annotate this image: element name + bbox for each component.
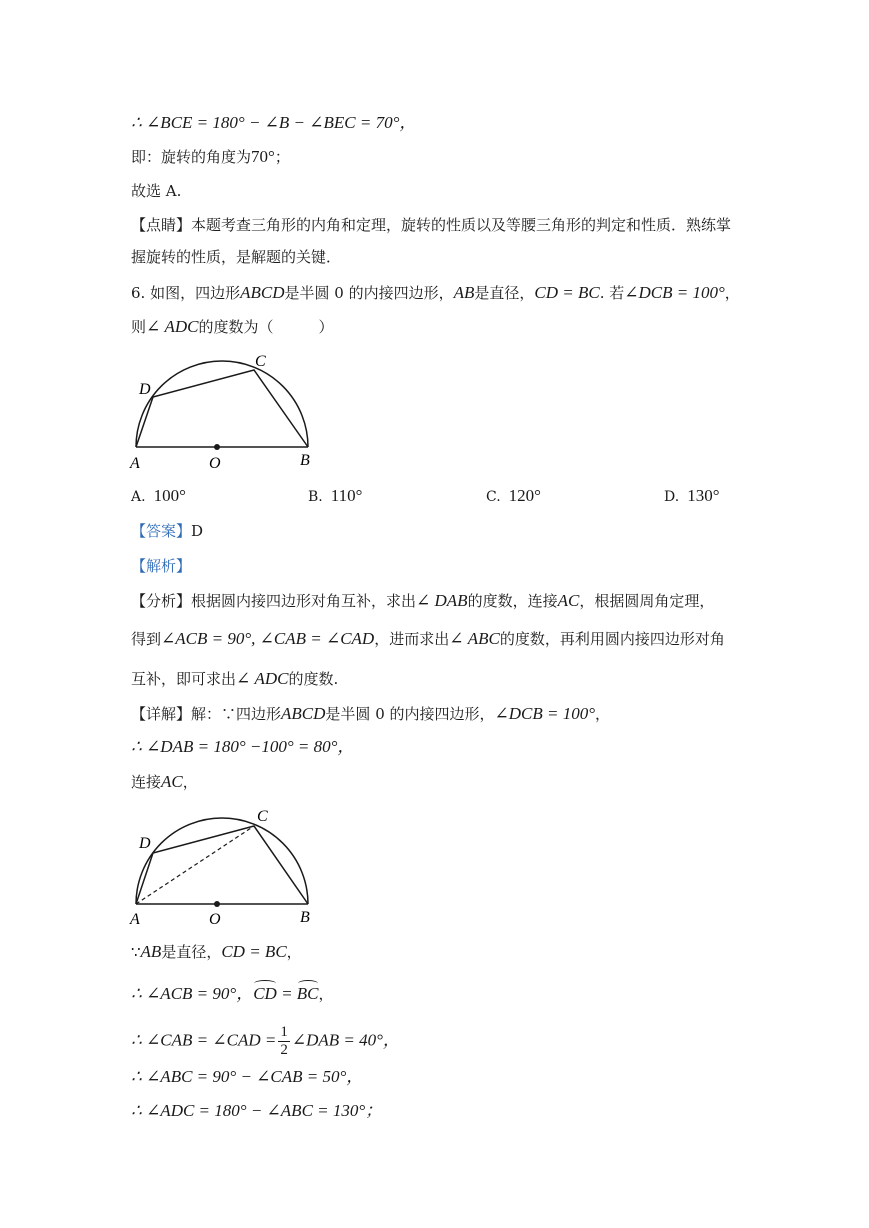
arc-cd: CD [253,984,277,1003]
text-choose-a: 故选 A. [131,182,182,200]
question-text: 是半圆 0 的内接四边形， [284,284,454,302]
dashed-line-ac [136,826,254,904]
tag-fenxi: 【分析】 [131,592,192,610]
math-angle-cab-cad: ∴ ∠CAB = ∠CAD = [131,1030,277,1050]
answer-value: D [191,522,204,540]
label-b: B [300,452,310,469]
fenxi-text: ，根据圆周角定理， [579,592,715,610]
label-b: B [300,909,310,926]
fenxi-text: 根据圆内接四边形对角互补，求出 [191,592,417,610]
math-ab: AB [140,942,162,961]
option-c [486,486,541,506]
math-acb-cab: ∠ACB = 90°, ∠CAB = ∠CAD [161,629,375,648]
math-ac: AC [557,591,580,610]
quadrilateral-adcb [136,370,308,447]
center-point-o [214,901,220,907]
math-abcd: ABCD [240,283,285,302]
option-letter: A. [131,489,146,505]
center-point-o [214,444,220,450]
option-b [308,486,362,506]
text-dianjing: 本题考查三角形的内角和定理，旋转的性质以及等腰三角形的判定和性质．熟练掌 [191,216,732,234]
fraction-denominator: 2 [280,1042,288,1058]
detail-line-2 [131,736,354,758]
question-text: 则 [131,318,147,336]
math-angle-acb-90: ∴ ∠ACB = 90°， [131,984,254,1003]
math-abcd: ABCD [281,704,326,723]
option-letter: D. [664,489,680,505]
fenxi-text: 的度数，再利用圆内接四边形对角 [499,630,725,648]
line-dianjing-cont [131,246,341,268]
math-cd-eq-bc: CD = BC [534,283,600,302]
punctuation: ， [595,705,611,723]
question-text: 如图，四边形 [150,284,241,302]
question-text: 的度数为（ ） [198,318,334,336]
tag-detail: 【详解】 [131,705,192,723]
math-70-degree: 70° [251,147,275,166]
detail-text: 是半圆 0 的内接四边形， [325,705,495,723]
punctuation: ， [182,773,198,791]
answer-line [131,520,203,542]
math-angle-abc-50: ∴ ∠ABC = 90° − ∠CAB = 50°， [131,1067,364,1086]
option-d [664,486,720,506]
option-letter: B. [308,489,323,505]
fenxi-line-2 [131,628,725,650]
question-line-1 [131,282,740,304]
math-ac: AC [161,772,183,791]
detail-line-6 [131,1024,400,1059]
line-choose-a [131,180,181,202]
option-a [131,486,186,506]
label-d: D [139,381,151,398]
detail-line-8 [131,1100,382,1122]
math-ab: AB [453,283,475,302]
math-angle-adc: ∠ ADC [146,317,199,336]
detail-text: 解：∵四边形 [191,705,282,723]
option-value: 120° [508,486,541,505]
line-dianjing [131,214,731,236]
semicircle-figure-solution [128,804,318,929]
question-line-2 [131,316,334,338]
label-a: A [130,455,140,472]
detail-text: 是直径， [161,943,222,961]
detail-line-3 [131,771,198,793]
math-angle-dcb: ∠DCB = 100° [624,283,725,302]
option-value: 130° [687,486,720,505]
detail-line-4 [131,941,302,963]
fraction-numerator: 1 [280,1024,288,1040]
tag-answer: 【答案】 [131,522,192,540]
quadrilateral-adcb [136,826,308,904]
semicircle-figure-question [128,350,318,475]
line-rotation-angle [131,146,290,168]
fenxi-text: 的度数，连接 [467,592,558,610]
label-d: D [139,835,151,852]
analysis-line [131,555,191,577]
semicircle-arc [136,361,308,447]
math-angle-dab: ∠ DAB [416,591,468,610]
arc-bc: BC [296,984,319,1003]
question-text: . 若 [599,284,625,302]
option-value: 110° [330,486,363,505]
punctuation: ， [286,943,302,961]
fenxi-line-3 [131,668,338,690]
option-value: 100° [153,486,186,505]
detail-line-1 [131,703,610,725]
label-o: O [209,455,221,472]
label-c: C [257,808,268,825]
math-angle-adc-130: ∴ ∠ADC = 180° − ∠ABC = 130°； [131,1101,383,1120]
semicircle-arc [136,818,308,904]
tag-analysis: 【解析】 [131,557,192,575]
tag-dianjing: 【点睛】 [131,216,192,234]
math-angle-abc: ∠ ABC [449,629,500,648]
detail-line-7 [131,1066,363,1088]
label-c: C [255,353,266,370]
math-angle-adc: ∠ ADC [236,669,289,688]
detail-text: 连接 [131,773,162,791]
question-text: 是直径， [474,284,535,302]
fenxi-line-1 [131,590,714,612]
label-o: O [209,911,221,928]
fraction-one-half [278,1024,290,1059]
math-equals: = [276,984,297,1003]
line-angle-bce [131,112,416,134]
fenxi-text: ，进而求出 [374,630,450,648]
detail-line-5 [131,983,334,1005]
label-a: A [130,911,140,928]
fenxi-text: 得到 [131,630,162,648]
question-number: 6. [131,284,146,302]
punctuation: ； [274,148,290,166]
math-angle-dcb: ∠DCB = 100° [494,704,596,723]
fenxi-text: 的度数. [288,670,339,688]
math-angle-dab-40: ∠DAB = 40°， [291,1030,400,1050]
fenxi-text: 互补，即可求出 [131,670,237,688]
text-rotation-angle: 即：旋转的角度为 [131,148,252,166]
math-angle-bce: ∴ ∠BCE = 180° − ∠B − ∠BEC = 70°， [131,113,417,132]
because-symbol: ∵ [131,943,141,961]
text-dianjing-cont: 握旋转的性质，是解题的关键． [131,248,342,266]
punctuation: ， [724,284,740,302]
punctuation: ， [318,985,334,1003]
option-letter: C. [486,489,501,505]
math-angle-dab-80: ∴ ∠DAB = 180° −100° = 80°， [131,737,355,756]
math-cd-eq-bc: CD = BC [221,942,287,961]
